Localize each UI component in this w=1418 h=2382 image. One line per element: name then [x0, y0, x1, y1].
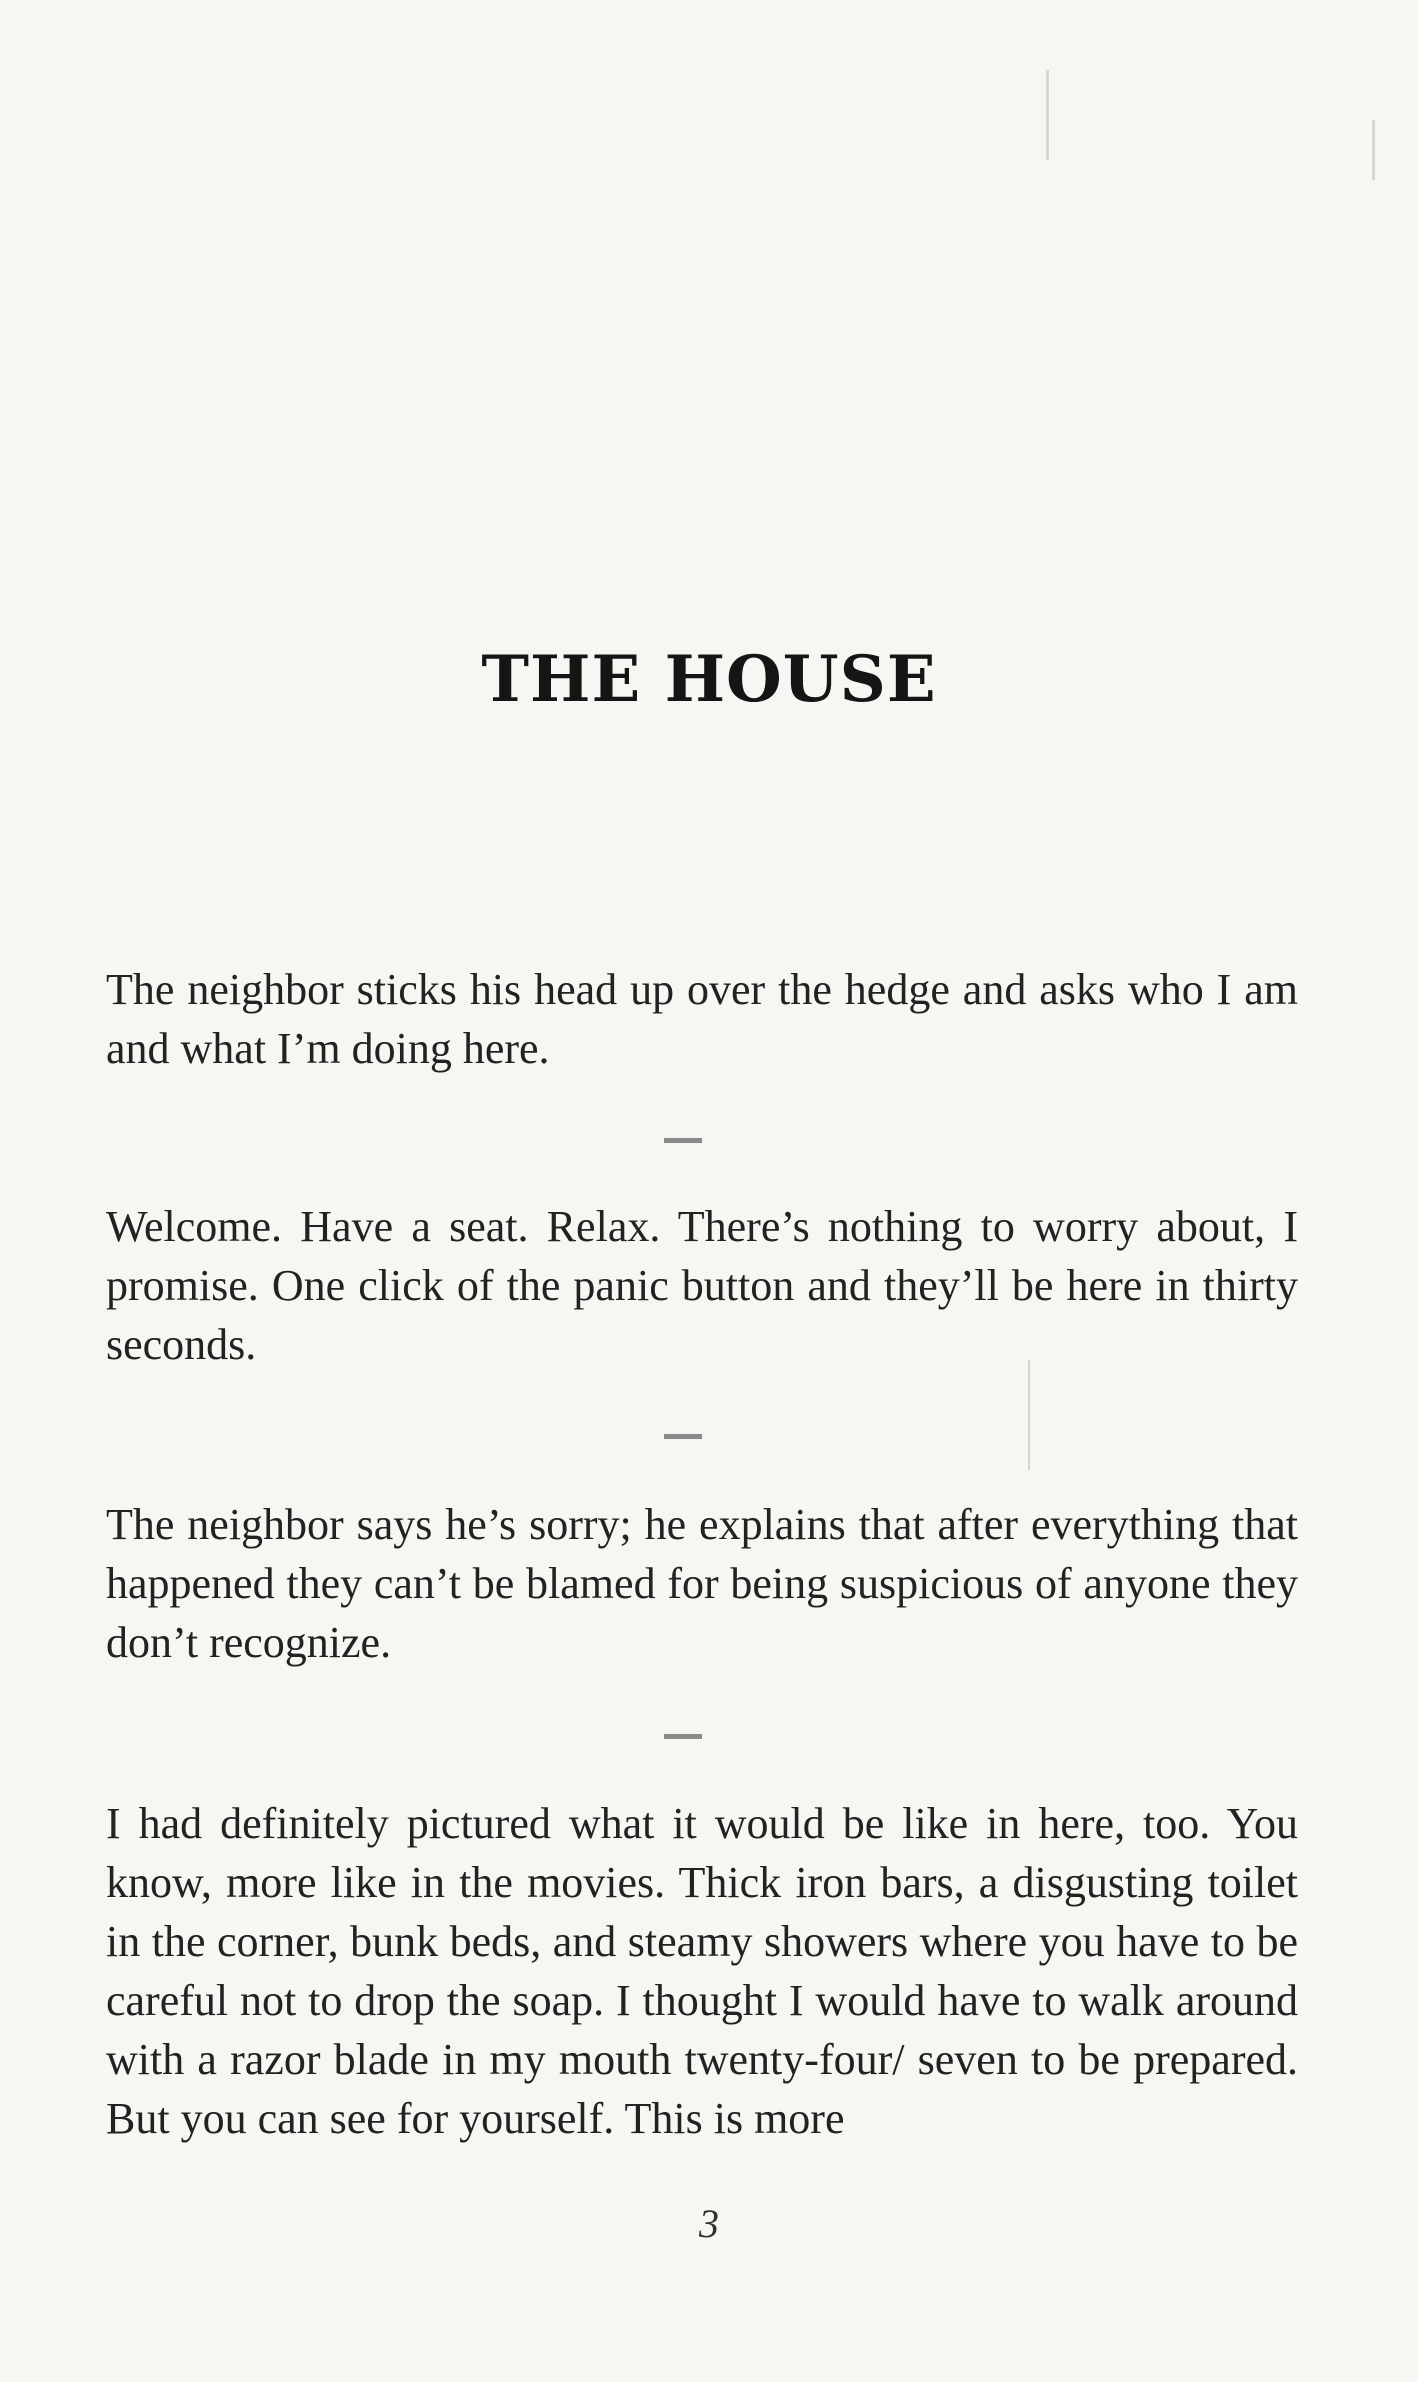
section-divider: [664, 1434, 702, 1439]
paragraph-4: I had definitely pictured what it would be like in here, too. You know, more like in the movies. Thick iron bars, a disgusting toilet in the corner, bunk beds, and steamy showers where you have to be careful not to drop the soap. I thought I would have to walk around with a razor blade in my mouth twenty-four/ seven to be prepared. But you can see for yourself. This is more: [106, 1799, 1298, 2143]
paragraph-2: Welcome. Have a seat. Relax. There’s nothing to worry about, I promise. One click of the panic button and they’ll be here in thirty seconds.: [106, 1202, 1298, 1369]
page-number: 3: [699, 2201, 719, 2246]
section-divider: [664, 1138, 702, 1143]
scan-mark: [1372, 120, 1375, 180]
paragraph-3: The neighbor says he’s sorry; he explains that after everything that happened they can’t be blamed for being suspicious of anyone they don’t recognize.: [106, 1500, 1298, 1667]
scan-mark: [1046, 70, 1049, 160]
chapter-title: THE HOUSE: [481, 642, 937, 717]
paragraph-1: The neighbor sticks his head up over the hedge and asks who I am and what I’m doing here.: [106, 965, 1298, 1073]
scan-mark: [1028, 1360, 1030, 1470]
section-divider: [664, 1734, 702, 1739]
